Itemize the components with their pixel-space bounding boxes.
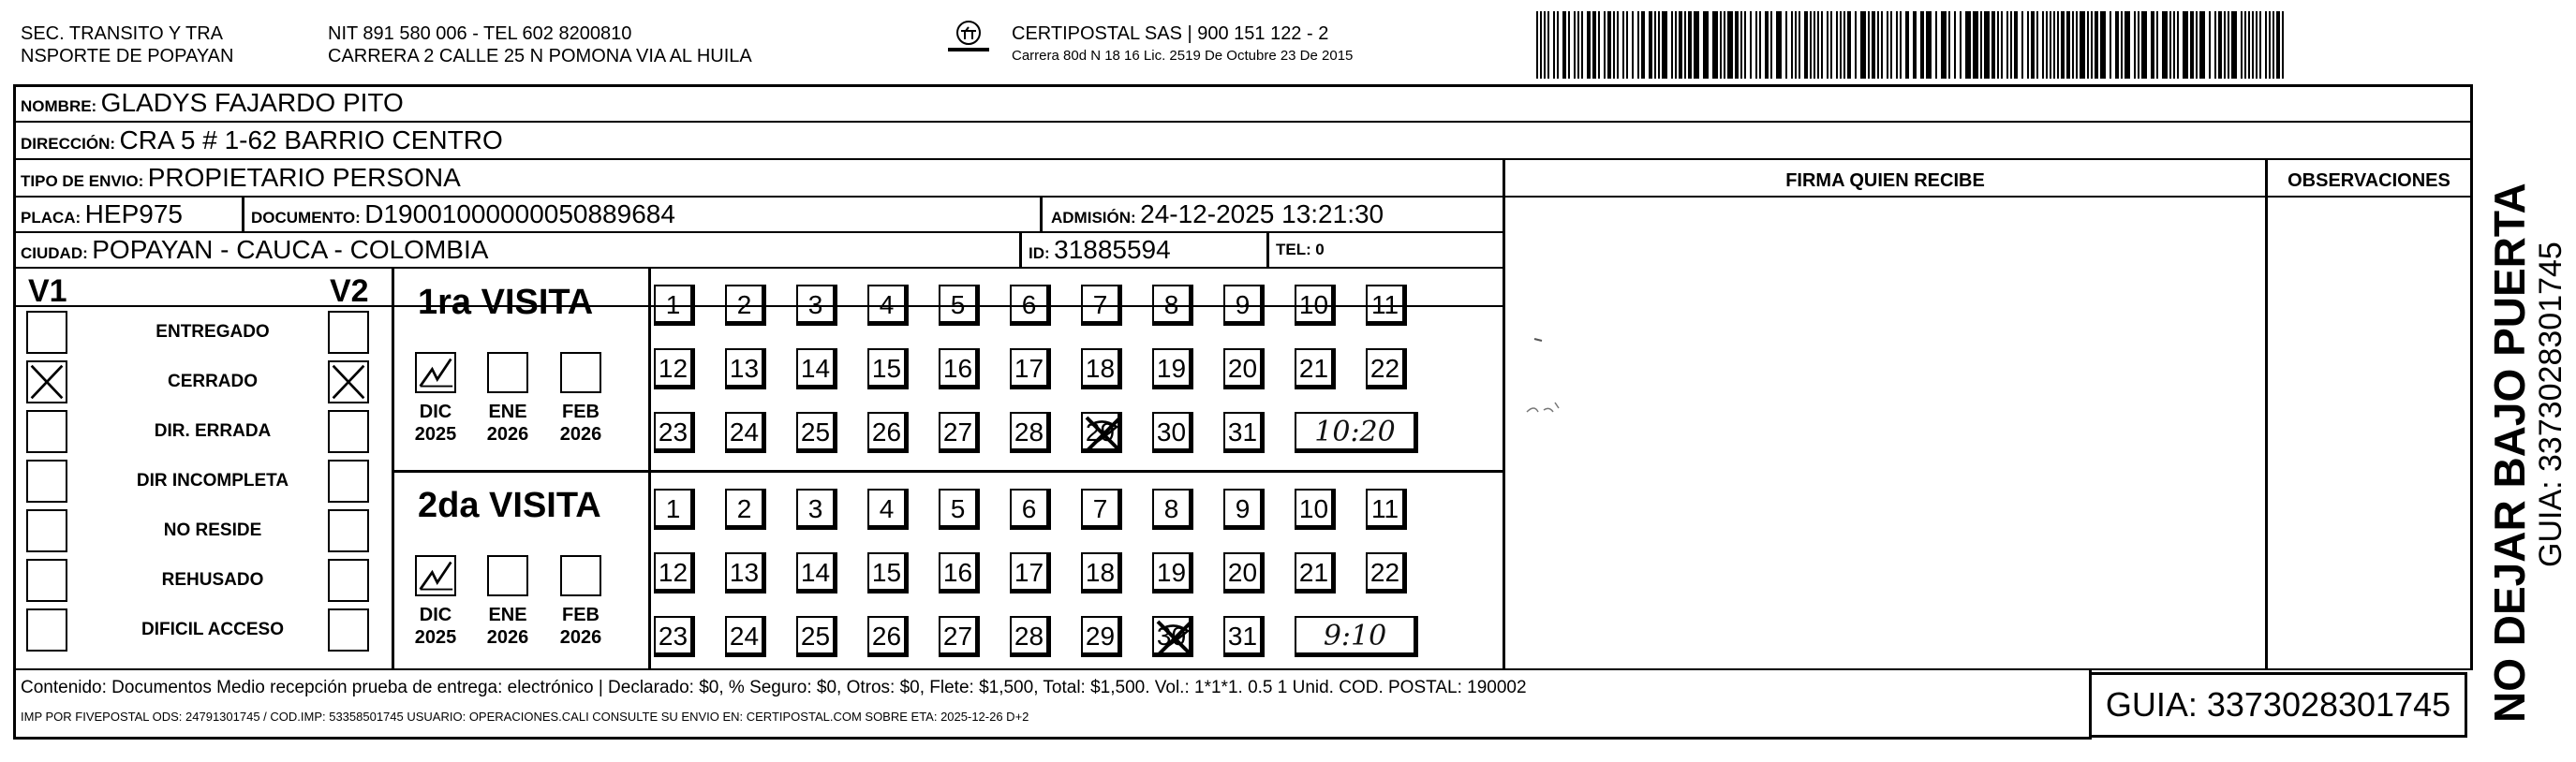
day-box[interactable]: 13 — [725, 348, 766, 389]
document-row — [251, 199, 675, 234]
day-box[interactable]: 25 — [796, 412, 837, 453]
guia-box-text: GUIA: 3373028301745 — [2105, 685, 2451, 724]
day-box[interactable]: 3 — [796, 489, 837, 530]
day-box[interactable]: 26 — [867, 412, 909, 453]
v1-header: V1 — [28, 273, 67, 309]
tel-value: 0 — [1315, 241, 1325, 258]
day-box[interactable]: 5 — [939, 285, 980, 326]
id-label: ID: — [1029, 244, 1050, 262]
id-value: 31885594 — [1054, 235, 1171, 264]
day-box[interactable]: 23 — [654, 412, 695, 453]
v1-checkbox[interactable] — [26, 608, 67, 652]
visit-time[interactable]: 10:20 — [1295, 412, 1418, 453]
day-box[interactable]: 12 — [654, 552, 695, 593]
day-box[interactable]: 4 — [867, 285, 909, 326]
day-box[interactable]: 2 — [725, 285, 766, 326]
month-checkbox[interactable] — [487, 352, 528, 393]
tracking-barcode — [1536, 11, 2293, 79]
day-box[interactable]: 19 — [1152, 552, 1193, 593]
day-box[interactable]: 9 — [1223, 285, 1265, 326]
city-value: POPAYAN - CAUCA - COLOMBIA — [92, 235, 489, 264]
v1-checkbox[interactable] — [26, 509, 67, 552]
admission-value: 24-12-2025 13:21:30 — [1140, 199, 1384, 228]
visit-title: 2da VISITA — [418, 486, 601, 525]
v1-checkbox[interactable] — [26, 460, 67, 503]
day-box[interactable]: 10 — [1295, 285, 1336, 326]
v2-checkbox[interactable] — [328, 509, 369, 552]
month-label: FEB — [562, 605, 600, 625]
day-box[interactable]: 20 — [1223, 348, 1265, 389]
v1-checkbox[interactable] — [26, 559, 67, 602]
document-label: DOCUMENTO: — [251, 209, 361, 227]
month-checkbox[interactable] — [415, 352, 456, 393]
visit-time[interactable]: 9:10 — [1295, 616, 1418, 657]
month-checkbox[interactable] — [415, 555, 456, 596]
day-box[interactable]: 24 — [725, 616, 766, 657]
month-label: DIC — [419, 605, 452, 625]
month-checkbox[interactable] — [560, 352, 601, 393]
day-box[interactable]: 11 — [1366, 489, 1407, 530]
day-box[interactable]: 14 — [796, 552, 837, 593]
courier-license: Carrera 80d N 18 16 Lic. 2519 De Octubre 23 De 2015 — [1012, 48, 1354, 64]
day-box[interactable]: 27 — [939, 616, 980, 657]
day-box[interactable]: 26 — [867, 616, 909, 657]
observations-column-header: OBSERVACIONES — [2287, 170, 2450, 191]
day-box[interactable]: 30 — [1152, 412, 1193, 453]
day-box[interactable]: 18 — [1081, 348, 1122, 389]
month-year-label: 2025 — [414, 627, 457, 648]
sender-nit: NIT 891 580 006 - TEL 602 8200810 — [328, 23, 632, 44]
v2-checkbox[interactable] — [328, 608, 369, 652]
day-box[interactable]: 22 — [1366, 552, 1407, 593]
day-box[interactable]: 20 — [1223, 552, 1265, 593]
plate-row — [21, 199, 183, 234]
day-box[interactable]: 29 — [1081, 616, 1122, 657]
sender-name-line2: NSPORTE DE POPAYAN — [21, 46, 234, 66]
v2-checkbox[interactable] — [328, 360, 369, 403]
status-label: REHUSADO — [161, 570, 264, 590]
city-row — [21, 235, 488, 270]
v1-checkbox[interactable] — [26, 311, 67, 354]
document-value: D19001000000050889684 — [364, 199, 675, 228]
admission-row — [1051, 199, 1384, 234]
status-label: DIFICIL ACCESO — [141, 620, 284, 639]
day-box[interactable]: 6 — [1010, 489, 1051, 530]
day-box[interactable]: 10 — [1295, 489, 1336, 530]
day-box[interactable]: 30 — [1152, 616, 1193, 657]
guia-box — [2089, 672, 2467, 738]
status-label: NO RESIDE — [163, 520, 262, 540]
day-box[interactable]: 17 — [1010, 552, 1051, 593]
day-box[interactable]: 15 — [867, 552, 909, 593]
scan-marks — [1517, 318, 1592, 449]
day-box[interactable]: 3 — [796, 285, 837, 326]
v2-header: V2 — [330, 273, 369, 309]
signature-column-header: FIRMA QUIEN RECIBE — [1785, 170, 1985, 191]
day-box[interactable]: 23 — [654, 616, 695, 657]
shipment-type-value: PROPIETARIO PERSONA — [147, 163, 461, 192]
v2-checkbox[interactable] — [328, 410, 369, 453]
month-label: FEB — [562, 402, 600, 422]
day-box[interactable]: 19 — [1152, 348, 1193, 389]
day-box[interactable]: 16 — [939, 348, 980, 389]
day-box[interactable]: 11 — [1366, 285, 1407, 326]
day-box[interactable]: 31 — [1223, 412, 1265, 453]
day-box[interactable]: 25 — [796, 616, 837, 657]
day-box[interactable]: 12 — [654, 348, 695, 389]
day-box[interactable]: 8 — [1152, 489, 1193, 530]
recipient-address-label: DIRECCIÓN: — [21, 135, 116, 153]
month-year-label: 2026 — [559, 424, 602, 445]
plate-value: HEP975 — [84, 199, 183, 228]
v1-checkbox[interactable] — [26, 360, 67, 403]
recipient-name-value: GLADYS FAJARDO PITO — [100, 88, 404, 117]
day-box[interactable]: 21 — [1295, 348, 1336, 389]
day-box[interactable]: 29 — [1081, 412, 1122, 453]
recipient-address-value: CRA 5 # 1-62 BARRIO CENTRO — [119, 125, 503, 154]
tel-label: TEL: — [1276, 241, 1311, 258]
courier-logo-icon — [944, 19, 993, 56]
month-label: ENE — [488, 605, 527, 625]
month-checkbox[interactable] — [487, 555, 528, 596]
v2-checkbox[interactable] — [328, 311, 369, 354]
day-box[interactable]: 6 — [1010, 285, 1051, 326]
day-box[interactable]: 14 — [796, 348, 837, 389]
day-box[interactable]: 18 — [1081, 552, 1122, 593]
admission-label: ADMISIÓN: — [1051, 209, 1136, 227]
id-row — [1029, 235, 1171, 270]
day-box[interactable]: 15 — [867, 348, 909, 389]
day-box[interactable]: 1 — [654, 285, 695, 326]
city-label: CIUDAD: — [21, 244, 88, 262]
status-label: DIR INCOMPLETA — [136, 471, 289, 491]
month-year-label: 2026 — [559, 627, 602, 648]
day-box[interactable]: 9 — [1223, 489, 1265, 530]
month-year-label: 2026 — [486, 627, 529, 648]
recipient-name-row — [21, 88, 404, 123]
day-box[interactable]: 28 — [1010, 412, 1051, 453]
tel-row — [1276, 235, 1325, 266]
recipient-name-label: NOMBRE: — [21, 97, 97, 115]
day-box[interactable]: 28 — [1010, 616, 1051, 657]
shipment-type-label: TIPO DE ENVIO: — [21, 172, 144, 190]
day-box[interactable]: 17 — [1010, 348, 1051, 389]
month-label: ENE — [488, 402, 527, 422]
status-label: DIR. ERRADA — [154, 421, 272, 441]
side-guia: GUIA: 3373028301745 — [2533, 242, 2569, 567]
day-box[interactable]: 27 — [939, 412, 980, 453]
side-warning: NO DEJAR BAJO PUERTA — [2485, 183, 2534, 723]
day-box[interactable]: 31 — [1223, 616, 1265, 657]
day-box[interactable]: 13 — [725, 552, 766, 593]
day-box[interactable]: 5 — [939, 489, 980, 530]
month-label: DIC — [419, 402, 452, 422]
footer-contents: Contenido: Documentos Medio recepción prueba de entrega: electrónico | Declarado: $0, % Seguro: $0, Otros: $0, Flete: $1,500, Total: $1,500. Vol.: 1*1*1. 0.5 1 Unid. COD. POSTAL: 190002 — [21, 678, 1527, 697]
plate-label: PLACA: — [21, 209, 81, 227]
visit-title: 1ra VISITA — [418, 283, 594, 322]
recipient-address-row — [21, 125, 503, 160]
courier-company: CERTIPOSTAL SAS | 900 151 122 - 2 — [1012, 23, 1329, 44]
day-box[interactable]: 7 — [1081, 285, 1122, 326]
day-box[interactable]: 16 — [939, 552, 980, 593]
month-year-label: 2025 — [414, 424, 457, 445]
day-box[interactable]: 21 — [1295, 552, 1336, 593]
footer-print-info: IMP POR FIVEPOSTAL ODS: 24791301745 / COD.IMP: 53358501745 USUARIO: OPERACIONES.CALI CONSULTE SU ENVIO EN: CERTIPOSTAL.COM SOBRE ETA: 2025-12-26 D+2 — [21, 710, 1029, 724]
day-box[interactable]: 24 — [725, 412, 766, 453]
day-box[interactable]: 1 — [654, 489, 695, 530]
sender-name-line1: SEC. TRANSITO Y TRA — [21, 23, 223, 44]
month-checkbox[interactable] — [560, 555, 601, 596]
v1-checkbox[interactable] — [26, 410, 67, 453]
month-year-label: 2026 — [486, 424, 529, 445]
v2-checkbox[interactable] — [328, 460, 369, 503]
day-box[interactable]: 7 — [1081, 489, 1122, 530]
day-box[interactable]: 8 — [1152, 285, 1193, 326]
day-box[interactable]: 4 — [867, 489, 909, 530]
sender-address: CARRERA 2 CALLE 25 N POMONA VIA AL HUILA — [328, 46, 752, 66]
status-label: CERRADO — [167, 372, 259, 391]
v2-checkbox[interactable] — [328, 559, 369, 602]
day-box[interactable]: 2 — [725, 489, 766, 530]
day-box[interactable]: 22 — [1366, 348, 1407, 389]
shipment-type-row — [21, 163, 461, 198]
status-label: ENTREGADO — [155, 322, 270, 342]
